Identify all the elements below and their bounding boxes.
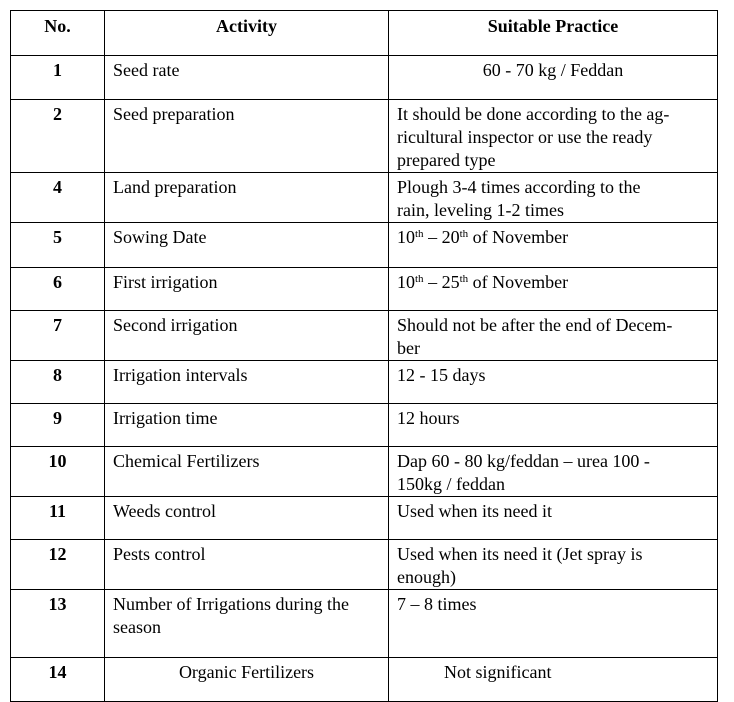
row-practice — [389, 223, 718, 268]
practice-superscript: th — [459, 228, 469, 240]
row-practice: It should be done according to the ag- ricultural inspector or use the ready prepared type — [389, 100, 718, 173]
table-row — [11, 311, 718, 361]
table-row — [11, 590, 718, 658]
practice-part: of November — [468, 227, 569, 247]
row-activity: Sowing Date — [105, 223, 389, 268]
row-number: 11 — [11, 497, 105, 540]
row-number: 5 — [11, 223, 105, 268]
header-practice: Suitable Practice — [389, 11, 718, 56]
row-number: 9 — [11, 404, 105, 447]
row-number: 2 — [11, 100, 105, 173]
practice-part: – 25 — [423, 272, 460, 292]
row-activity: Weeds control — [105, 497, 389, 540]
row-activity: First irrigation — [105, 268, 389, 311]
table-row — [11, 540, 718, 590]
table-row — [11, 404, 718, 447]
row-activity: Number of Irrigations during the season — [105, 590, 389, 658]
row-number: 4 — [11, 173, 105, 223]
row-number: 7 — [11, 311, 105, 361]
practice-part: – 20 — [423, 227, 460, 247]
row-practice — [389, 268, 718, 311]
table-row — [11, 447, 718, 497]
table-row — [11, 497, 718, 540]
row-practice: 12 hours — [389, 404, 718, 447]
row-activity: Irrigation intervals — [105, 361, 389, 404]
row-activity: Irrigation time — [105, 404, 389, 447]
table-row — [11, 223, 718, 268]
activity-practice-table — [10, 10, 718, 702]
row-activity: Seed preparation — [105, 100, 389, 173]
row-practice: Plough 3-4 times according to the rain, leveling 1-2 times — [389, 173, 718, 223]
practice-part: of November — [468, 272, 569, 292]
practice-superscript: th — [415, 273, 424, 285]
practice-superscript: th — [415, 228, 424, 240]
row-practice: Dap 60 - 80 kg/feddan – urea 100 - 150kg / feddan — [389, 447, 718, 497]
table-row — [11, 361, 718, 404]
practice-part: 10 — [397, 272, 415, 292]
header-row — [11, 11, 718, 56]
table-row — [11, 100, 718, 173]
row-activity: Organic Fertilizers — [105, 658, 389, 702]
practice-superscript: th — [459, 273, 469, 285]
practice-part: 10 — [397, 227, 415, 247]
row-practice: 7 – 8 times — [389, 590, 718, 658]
row-number: 6 — [11, 268, 105, 311]
header-no: No. — [11, 11, 105, 56]
row-activity: Second irrigation — [105, 311, 389, 361]
row-practice: Used when its need it (Jet spray is enough) — [389, 540, 718, 590]
table-row — [11, 56, 718, 100]
header-activity: Activity — [105, 11, 389, 56]
row-number: 13 — [11, 590, 105, 658]
row-practice: Should not be after the end of Decem- ber — [389, 311, 718, 361]
row-activity: Seed rate — [105, 56, 389, 100]
row-number: 14 — [11, 658, 105, 702]
table-row — [11, 658, 718, 702]
row-practice: Used when its need it — [389, 497, 718, 540]
row-practice: 60 - 70 kg / Feddan — [389, 56, 718, 100]
row-activity: Pests control — [105, 540, 389, 590]
row-number: 1 — [11, 56, 105, 100]
table-row — [11, 173, 718, 223]
row-number: 12 — [11, 540, 105, 590]
row-number: 10 — [11, 447, 105, 497]
row-activity: Land preparation — [105, 173, 389, 223]
row-activity: Chemical Fertilizers — [105, 447, 389, 497]
row-practice: Not significant — [389, 658, 718, 702]
row-number: 8 — [11, 361, 105, 404]
table-row — [11, 268, 718, 311]
row-practice: 12 - 15 days — [389, 361, 718, 404]
